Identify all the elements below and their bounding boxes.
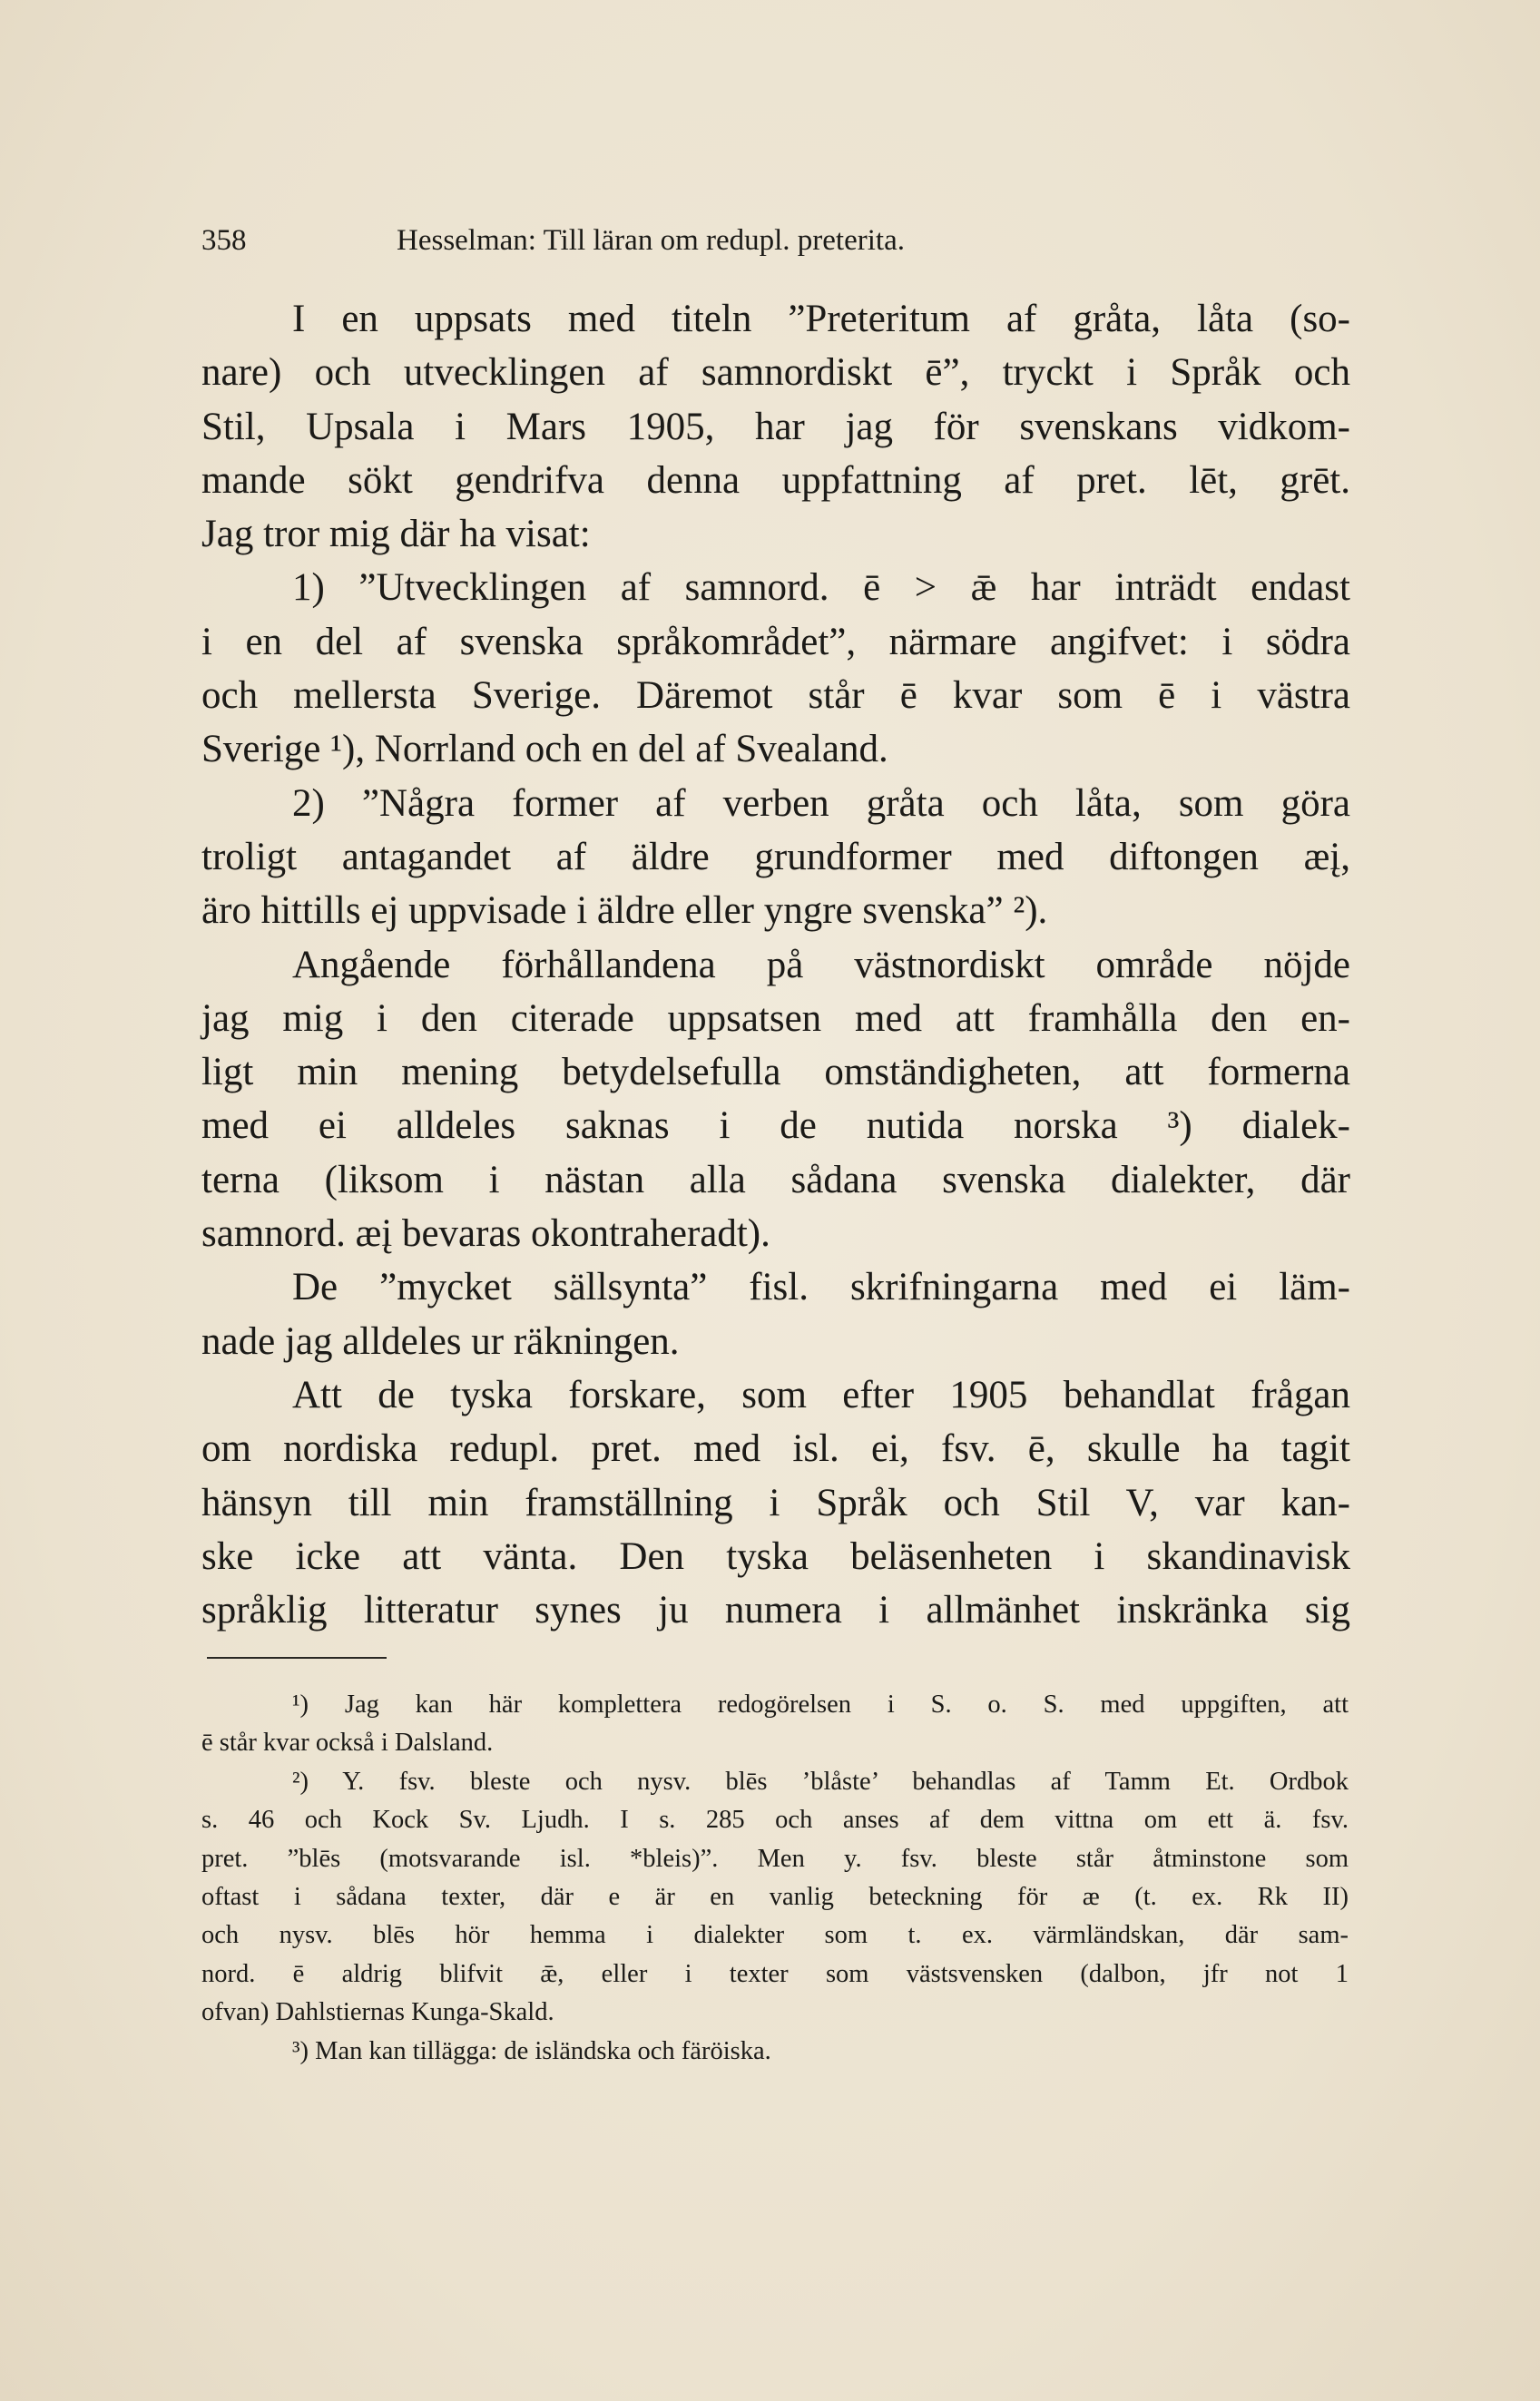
footnote-line: och nysv. blēs hör hemma i dialekter som t. ex. värmländskan, där sam-: [201, 1921, 1349, 1950]
body-line: mande sökt gendrifva denna uppfattning af pret. lēt, grēt.: [201, 458, 1350, 502]
body-line: nare) och utvecklingen af samnordiskt ē”, tryckt i Språk och: [201, 351, 1350, 395]
footnote-line: nord. ē aldrig blifvit ǣ, eller i texter som västsvensken (dalbon, jfr not 1: [201, 1959, 1349, 1988]
body-line: Jag tror mig där ha visat:: [201, 513, 591, 556]
body-line: I en uppsats med titeln ”Preteritum af gråta, låta (so-: [292, 298, 1350, 340]
body-line: terna (liksom i nästan alla sådana svenska dialekter, där: [201, 1158, 1350, 1201]
body-line: nade jag alldeles ur räkningen.: [201, 1319, 680, 1363]
footnote-line: ofvan) Dahlstiernas Kunga-Skald.: [201, 1998, 554, 2027]
body-line: och mellersta Sverige. Däremot står ē kvar som ē i västra: [201, 674, 1350, 718]
body-line: 1) ”Utvecklingen af samnord. ē > ǣ har inträdt endast: [292, 566, 1350, 610]
body-line: Angående förhållandena på västnordiskt område nöjde: [292, 943, 1350, 986]
body-line: i en del af svenska språkområdet”, närmare angifvet: i södra: [201, 620, 1350, 663]
body-line: troligt antagandet af äldre grundformer med diftongen æį,: [201, 835, 1350, 878]
footnote-line: ¹) Jag kan här komplettera redogörelsen i S. o. S. med uppgiften, att: [292, 1690, 1349, 1719]
body-line: Att de tyska forskare, som efter 1905 behandlat frågan: [292, 1373, 1350, 1416]
footnotes: [201, 1686, 1349, 2071]
body-line: samnord. æį bevaras okontraheradt).: [201, 1212, 770, 1256]
footnote-line: oftast i sådana texter, där e är en vanlig beteckning för æ (t. ex. Rk II): [201, 1882, 1349, 1911]
body-line: språklig litteratur synes ju numera i allmänhet inskränka sig: [201, 1589, 1350, 1632]
body-line: äro hittills ej uppvisade i äldre eller yngre svenska” ²).: [201, 889, 1048, 933]
page-header: [201, 218, 1354, 263]
footnote-divider: [207, 1657, 387, 1659]
page-number: 358: [201, 224, 247, 257]
body-line: med ei alldeles saknas i de nutida norska ³) dialek-: [201, 1104, 1350, 1148]
body-line: om nordiska redupl. pret. med isl. ei, fsv. ē, skulle ha tagit: [201, 1427, 1350, 1471]
body-line: Stil, Upsala i Mars 1905, har jag för svenskans vidkom-: [201, 405, 1350, 448]
running-title: Hesselman: Till läran om redupl. preterita.: [397, 224, 905, 257]
body-line: Sverige ¹), Norrland och en del af Svealand.: [201, 728, 888, 771]
body-line: jag mig i den citerade uppsatsen med att framhålla den en-: [201, 996, 1350, 1040]
footnote-line: s. 46 och Kock Sv. Ljudh. I s. 285 och anses af dem vittna om ett ä. fsv.: [201, 1806, 1349, 1835]
footnote-line: ³) Man kan tillägga: de isländska och färöiska.: [292, 2036, 771, 2065]
body-line: 2) ”Några former af verben gråta och låta, som göra: [292, 781, 1350, 825]
body-line: hänsyn till min framställning i Språk och Stil V, var kan-: [201, 1481, 1350, 1524]
footnote-line: ē står kvar också i Dalsland.: [201, 1729, 494, 1758]
body-line: De ”mycket sällsynta” fisl. skrifningarna med ei läm-: [292, 1266, 1350, 1309]
body-text: [201, 292, 1350, 1637]
footnote-line: ²) Y. fsv. bleste och nysv. blēs ’blåste’ behandlas af Tamm Et. Ordbok: [292, 1767, 1349, 1796]
footnote-line: pret. ”blēs (motsvarande isl. *bleis)”. Men y. fsv. bleste står åtminstone som: [201, 1844, 1349, 1873]
body-line: ske icke att vänta. Den tyska beläsenheten i skandinavisk: [201, 1534, 1350, 1578]
body-line: ligt min mening betydelsefulla omständigheten, att formerna: [201, 1051, 1350, 1094]
